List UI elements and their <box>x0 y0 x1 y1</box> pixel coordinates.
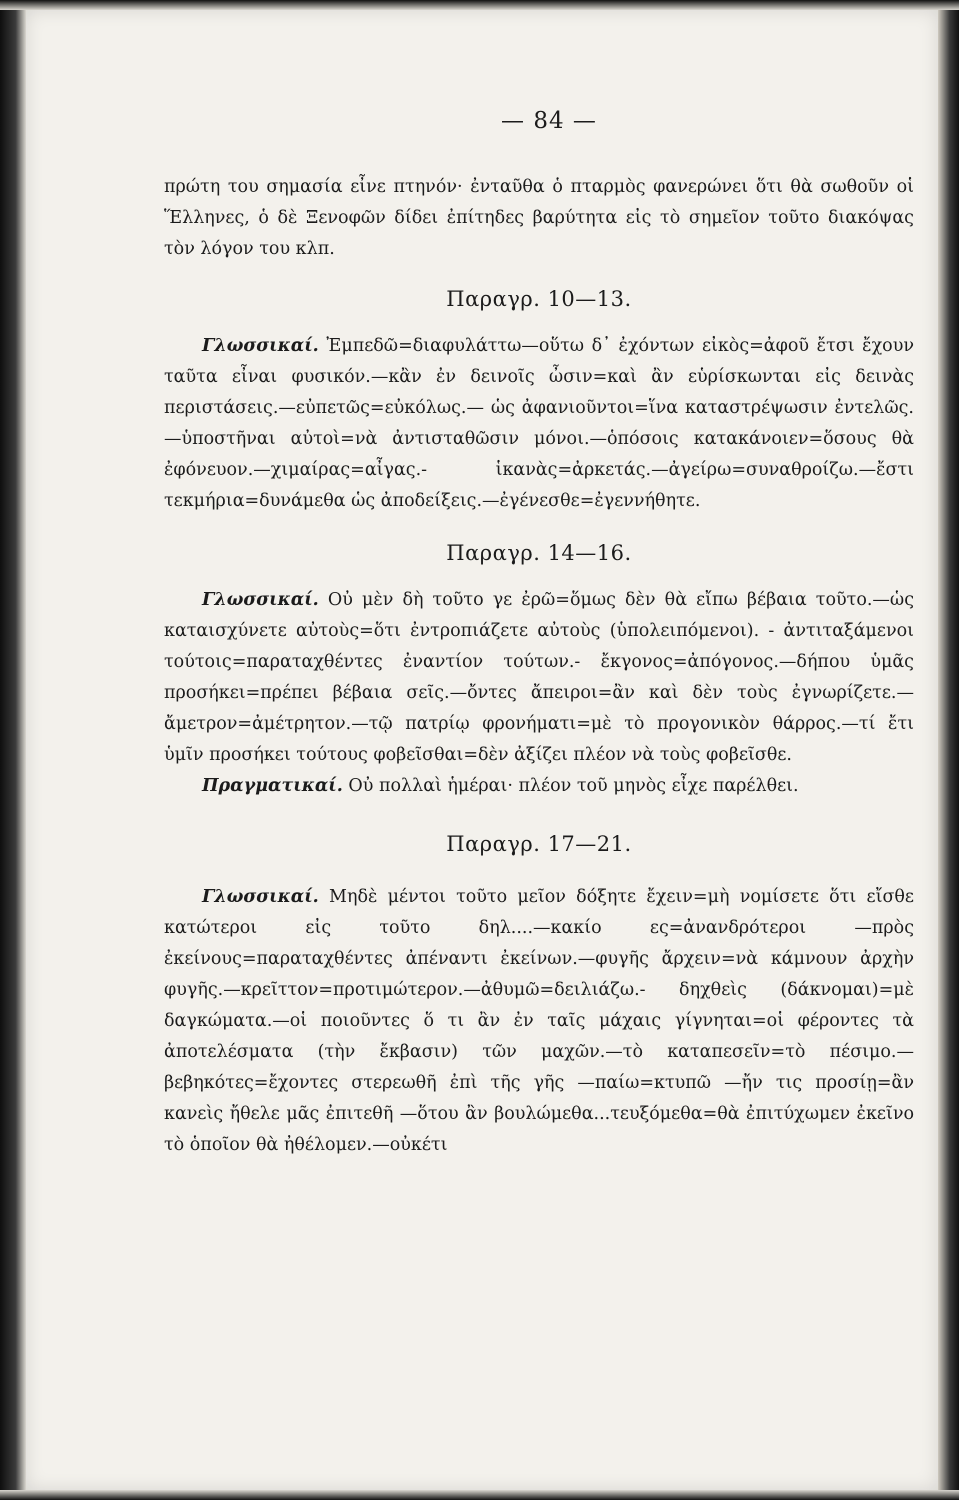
opening-paragraph: πρώτη του σημασία εἶνε πτηνόν· ἐνταῦθα ὁ πταρμὸς φανερώνει ὅτι θὰ σωθοῦν οἱ Ἕλληνες, ὁ δὲ Ξενοφῶν δίδει ἐπίτηδες βαρύτητα εἰς τὸ σημεῖον τοῦτο διακόψας τὸν λόγον του κλπ. <box>164 177 914 259</box>
scan-bottom-edge <box>0 1490 959 1500</box>
paragraph-lead: Γλωσσικαί. <box>202 336 319 356</box>
section-17-21-paragraph <box>164 882 914 1161</box>
paragraph-body: Οὐ πολλαὶ ἡμέραι· πλέον τοῦ μηνὸς εἶχε παρέλθει. <box>342 776 799 796</box>
paragraph-lead: Γλωσσικαί. <box>202 887 319 907</box>
paragraph-lead: Γλωσσικαί. <box>202 590 319 610</box>
paragraph-body: Οὐ μὲν δὴ τοῦτο γε ἐρῶ=ὅμως δὲν θὰ εἴπω βέβαια τοῦτο.—ὡς καταισχύνετε αὐτοὺς=ὅτι ἐντροπιάζετε αὐτοὺς (ὑπολειπόμενοι). - ἀντιταξάμενοι τούτοις=παραταχθέντες ἐναντίον τούτων.- ἔκγονος=ἀπόγονος.—δήπου ὑμᾶς προσήκει=πρέπει βέβαια σεῖς.—ὄντες ἄπειροι=ἂν καὶ δὲν τοὺς ἐγνωρίζετε.—ἄμετρον=ἀμέτρητον.—τῷ πατρίῳ φρονήματι=μὲ τὸ προγονικὸν θάρρος.—τί ἔτι ὑμῖν προσήκει τούτους φοβεῖσθαι=δὲν ἀξίζει πλέον νὰ τοὺς φοβεῖσθε. <box>164 590 914 765</box>
section-heading-17-21: Παραγρ. 17—21. <box>446 832 632 856</box>
section-heading-14-16: Παραγρ. 14—16. <box>446 541 632 565</box>
book-page <box>26 10 938 1490</box>
scan-left-edge <box>0 0 26 1500</box>
section-14-16-paragraph-1 <box>164 585 914 771</box>
scan-top-edge <box>0 0 959 10</box>
section-heading-10-13: Παραγρ. 10—13. <box>446 287 632 311</box>
paragraph-body: Μηδὲ μέντοι τοῦτο μεῖον δόξητε ἔχειν=μὴ νομίσετε ὅτι εἴσθε κατώτεροι εἰς τοῦτο δηλ....—κακίο ες=ἀνανδρότεροι —πρὸς ἐκείνους=παραταχθέντες ἀπέναντι ἐκείνων.—φυγῆς ἄρχειν=νὰ κάμνουν ἀρχὴν φυγῆς.—κρεῖττον=προτιμώτερον.—ἀθυμῶ=δειλιάζω.- δηχθεὶς (δάκνομαι)=μὲ δαγκώματα.—οἱ ποιοῦντες ὅ τι ἂν ἐν ταῖς μάχαις γίγνηται=οἱ φέροντες τὰ ἀποτελέσματα (τὴν ἔκβασιν) τῶν μαχῶν.—τὸ καταπεσεῖν=τὸ πέσιμο.—βεβηκότες=ἔχοντες στερεωθῆ ἐπὶ τῆς γῆς —παίω=κτυπῶ —ἤν τις προσίῃ=ἂν κανεὶς ἤθελε μᾶς ἐπιτεθῆ —ὅτου ἂν βουλώμεθα...τευξόμεθα=θὰ ἐπιτύχωμεν ἐκεῖνο τὸ ὁποῖον θὰ ἠθέλομεν.—οὐκέτι <box>164 887 914 1155</box>
paragraph-body: Ἐμπεδῶ=διαφυλάττω—οὕτω δ᾿ ἐχόντων εἰκὸς=ἀφοῦ ἔτσι ἔχουν ταῦτα εἶναι φυσικόν.—κἂν ἐν δεινοῖς ὦσιν=καὶ ἂν εὑρίσκωνται εἰς δεινὰς περιστάσεις.—εὐπετῶς=εὐκόλως.— ὡς ἀφανιοῦντοι=ἵνα καταστρέψωσιν ἐντελῶς.—ὑποστῆναι αὐτοὶ=νὰ ἀντισταθῶσιν μόνοι.—ὁπόσοις κατακάνοιεν=ὅσους θὰ ἐφόνευον.—χιμαίρας=αἶγας.- ἱκανὰς=ἀρκετάς.—ἀγείρω=συναθροίζω.—ἔστι τεκμήρια=δυνάμεθα ὡς ἀποδείξεις.—ἐγένεσθε=ἐγεννήθητε. <box>164 336 914 511</box>
paragraph-lead: Πραγματικαί. <box>202 776 343 796</box>
section-10-13-paragraph <box>164 331 914 517</box>
scan-right-edge <box>938 0 959 1500</box>
page-text-block <box>164 108 914 1161</box>
page-number: — 84 — <box>501 108 597 134</box>
section-14-16-paragraph-2 <box>164 771 914 802</box>
